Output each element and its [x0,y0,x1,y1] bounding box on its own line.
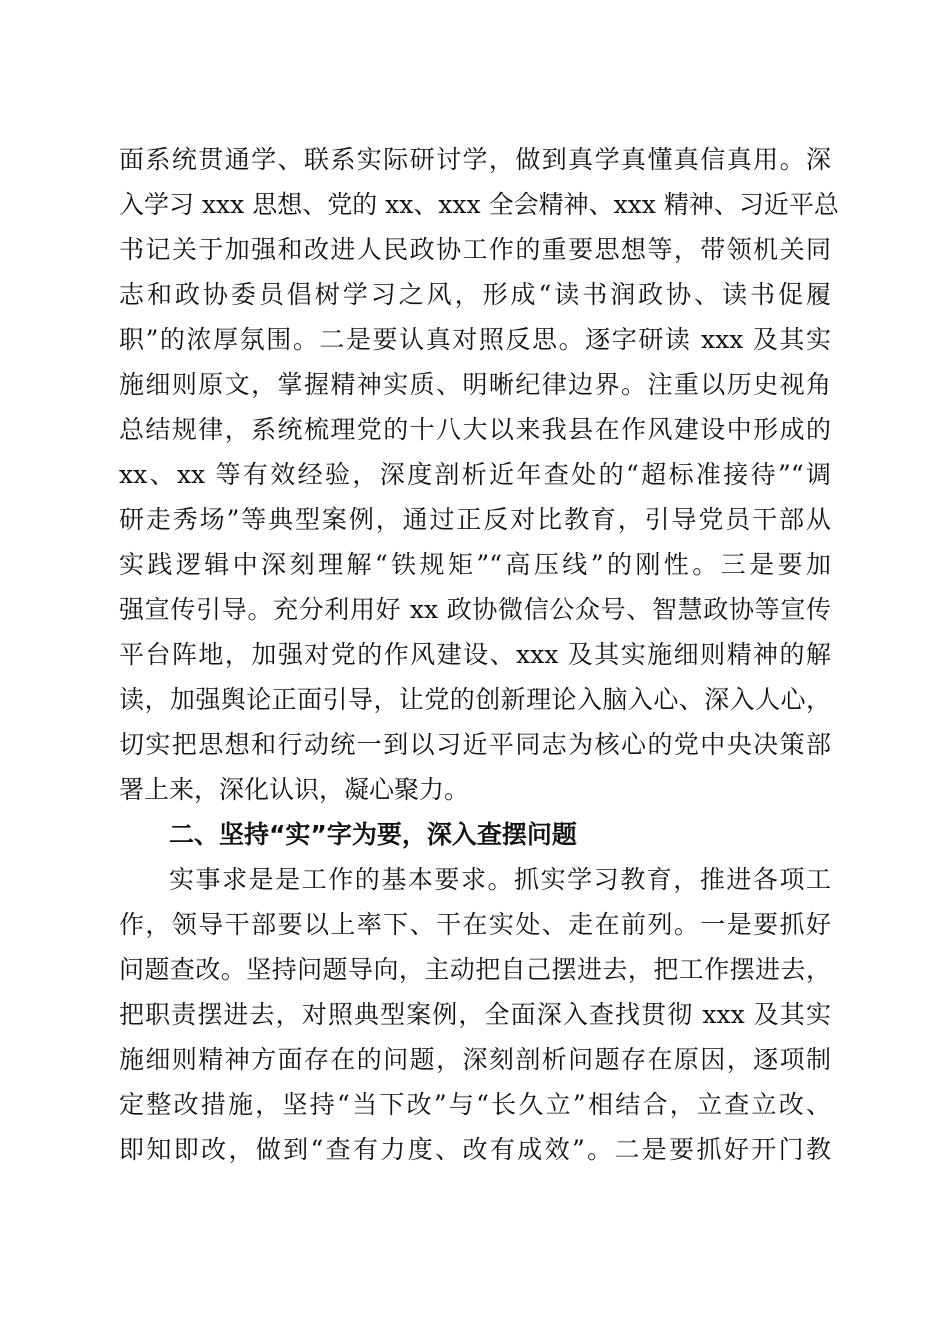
paragraph-line: 实事求是是工作的基本要求。抓实学习教育，推进各项工 [169,865,831,894]
paragraph-line: 强宣传引导。充分利用好 xx 政协微信公众号、智慧政协等宣传 [119,595,831,624]
paragraph-line: 实践逻辑中深刻理解“铁规矩”“高压线”的刚性。三是要加 [119,550,831,579]
paragraph-line: 总结规律，系统梳理党的十八大以来我县在作风建设中形成的 [119,415,831,444]
paragraph-line: 书记关于加强和改进人民政协工作的重要思想等，带领机关同 [119,235,831,264]
paragraph-line: 平台阵地，加强对党的作风建设、xxx 及其实施细则精神的解 [119,640,831,669]
paragraph-line: 职”的浓厚氛围。二是要认真对照反思。逐字研读 xxx 及其实 [119,325,831,354]
paragraph-line: 即知即改，做到“查有力度、改有成效”。二是要抓好开门教 [119,1135,831,1164]
paragraph-line: xx、xx 等有效经验，深度剖析近年查处的“超标准接待”“调 [119,460,831,489]
paragraph-line: 面系统贯通学、联系实际研讨学，做到真学真懂真信真用。深 [119,145,831,174]
paragraph-line: 作，领导干部要以上率下、干在实处、走在前列。一是要抓好 [119,910,831,939]
paragraph-line: 研走秀场”等典型案例，通过正反对比教育，引导党员干部从 [119,505,831,534]
paragraph-line: 把职责摆进去，对照典型案例，全面深入查找贯彻 xxx 及其实 [119,1000,831,1029]
paragraph-line: 入学习 xxx 思想、党的 xx、xxx 全会精神、xxx 精神、习近平总 [119,190,839,219]
paragraph-line: 切实把思想和行动统一到以习近平同志为核心的党中央决策部 [119,730,831,759]
paragraph-line: 定整改措施，坚持“当下改”与“长久立”相结合，立查立改、 [119,1090,831,1119]
section-heading: 二、坚持“实”字为要，深入查摆问题 [169,820,577,849]
paragraph-line: 施细则原文，掌握精神实质、明晰纪律边界。注重以历史视角 [119,370,831,399]
paragraph-line: 读，加强舆论正面引导，让党的创新理论入脑入心、深入人心， [119,685,831,714]
paragraph-line: 施细则精神方面存在的问题，深刻剖析问题存在原因，逐项制 [119,1045,831,1074]
paragraph-line: 志和政协委员倡树学习之风，形成“读书润政协、读书促履 [119,280,831,309]
paragraph-line: 署上来，深化认识，凝心聚力。 [119,775,470,804]
paragraph-line: 问题查改。坚持问题导向，主动把自己摆进去，把工作摆进去， [119,955,831,984]
